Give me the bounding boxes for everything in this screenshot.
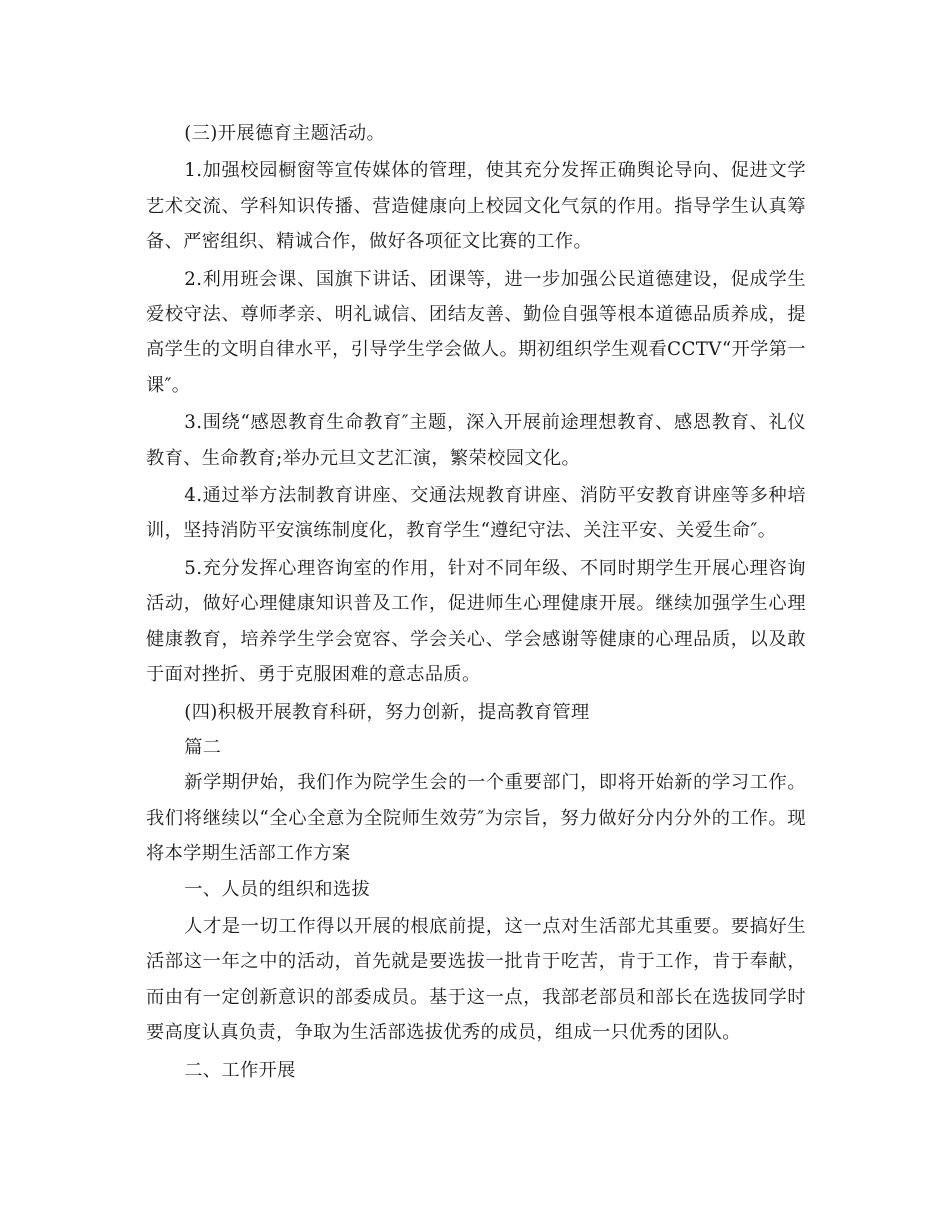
intro-paragraph: 新学期伊始，我们作为院学生会的一个重要部门，即将开始新的学习工作。我们将继续以“全心全意为全院师生效劳″为宗旨，努力做好分内分外的工作。现将本学期生活部工作方案 bbox=[146, 772, 806, 865]
section-heading-4: (四)积极开展教育科研，努力创新，提高教育管理 bbox=[184, 701, 590, 723]
paragraph-item-1: 1.加强校园橱窗等宣传媒体的管理，使其充分发挥正确舆论导向、促进文学艺术交流、学科知识传播、营造健康向上校园文化气氛的作用。指导学生认真筹备、严密组织、精诚合作，做好各项征文比赛的工作。 bbox=[146, 160, 806, 253]
paragraph-item-3: 3.围绕“感恩教育生命教育″主题，深入开展前途理想教育、感恩教育、礼仪教育、生命教育;举办元旦文艺汇演，繁荣校园文化。 bbox=[146, 412, 806, 469]
paragraph-item-5: 5.充分发挥心理咨询室的作用，针对不同年级、不同时期学生开展心理咨询活动，做好心理健康知识普及工作，促进师生心理健康开展。继续加强学生心理健康教育，培养学生学会宽容、学会关心、学会感谢等健康的心理品质，以及敢于面对挫折、勇于克服困难的意志品质。 bbox=[146, 557, 806, 686]
part-heading: 篇二 bbox=[184, 736, 222, 758]
document-body bbox=[146, 116, 806, 1088]
personnel-paragraph: 人才是一切工作得以开展的根底前提，这一点对生活部尤其重要。要搞好生活部这一年之中的活动，首先就是要选拔一批肯于吃苦，肯于工作，肯于奉献，而由有一定创新意识的部委成员。基于这一点，我部老部员和部长在选拔同学时要高度认真负责，争取为生活部选拔优秀的成员，组成一只优秀的团队。 bbox=[146, 915, 806, 1044]
section-heading-3: (三)开展德育主题活动。 bbox=[184, 123, 386, 144]
paragraph-item-4: 4.通过举方法制教育讲座、交通法规教育讲座、消防平安教育讲座等多种培训，坚持消防平安演练制度化，教育学生“遵纪守法、关注平安、关爱生命″。 bbox=[146, 485, 806, 542]
section-heading-personnel: 一、人员的组织和选拔 bbox=[184, 878, 371, 900]
section-heading-work: 二、工作开展 bbox=[184, 1059, 296, 1081]
paragraph-item-2: 2.利用班会课、国旗下讲话、团课等，进一步加强公民道德建设，促成学生爱校守法、尊师孝亲、明礼诚信、团结友善、勤俭自强等根本道德品质养成，提高学生的文明自律水平，引导学生学会做人。期初组织学生观看CCTV“开学第一课″。 bbox=[146, 268, 806, 396]
